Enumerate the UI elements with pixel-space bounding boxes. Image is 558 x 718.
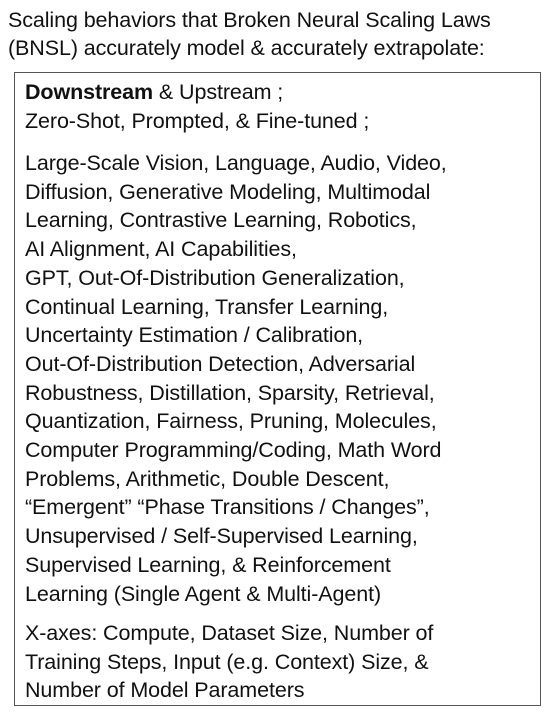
domain-line: AI Alignment, AI Capabilities, [25, 237, 297, 262]
domain-line: Learning, Contrastive Learning, Robotics, [25, 208, 417, 233]
settings-section [25, 78, 369, 135]
domain-line: Continual Learning, Transfer Learning, [25, 294, 389, 319]
domain-line: Large-Scale Vision, Language, Audio, Video, [25, 151, 447, 175]
domain-line: Learning (Single Agent & Multi-Agent) [25, 581, 382, 606]
domain-line: Robustness, Distillation, Sparsity, Retrieval, [25, 380, 435, 405]
x-axes-line: X-axes: Compute, Dataset Size, Number of [25, 621, 434, 645]
domain-line: GPT, Out-Of-Distribution Generalization, [25, 265, 405, 290]
settings-line: Zero-Shot, Prompted, & Fine-tuned ; [25, 108, 370, 133]
domain-line: Supervised Learning, & Reinforcement [25, 552, 391, 577]
domain-line: Quantization, Fairness, Pruning, Molecules, [25, 409, 437, 434]
x-axes-line: Training Steps, Input (e.g. Context) Size, & [25, 649, 429, 674]
domain-line: Computer Programming/Coding, Math Word [25, 438, 442, 463]
x-axes-section [25, 619, 433, 705]
heading-line: (BNSL) accurately model & accurately extrapolate: [8, 36, 485, 60]
domain-line: “Emergent” “Phase Transitions / Changes”, [25, 495, 430, 520]
upstream-label: & Upstream ; [153, 80, 284, 104]
page-heading [8, 6, 554, 62]
downstream-label: Downstream [25, 80, 154, 104]
x-axes-line: Number of Model Parameters [25, 678, 305, 703]
domain-line: Diffusion, Generative Modeling, Multimodal [25, 179, 431, 204]
domain-line: Problems, Arithmetic, Double Descent, [25, 466, 390, 491]
content-box [14, 72, 541, 706]
domain-line: Unsupervised / Self-Supervised Learning, [25, 524, 418, 549]
settings-line [25, 78, 369, 107]
heading-line: Scaling behaviors that Broken Neural Scaling Laws [8, 8, 491, 32]
domains-section [25, 149, 447, 608]
domain-line: Out-Of-Distribution Detection, Adversarial [25, 351, 416, 376]
domain-line: Uncertainty Estimation / Calibration, [25, 323, 364, 348]
